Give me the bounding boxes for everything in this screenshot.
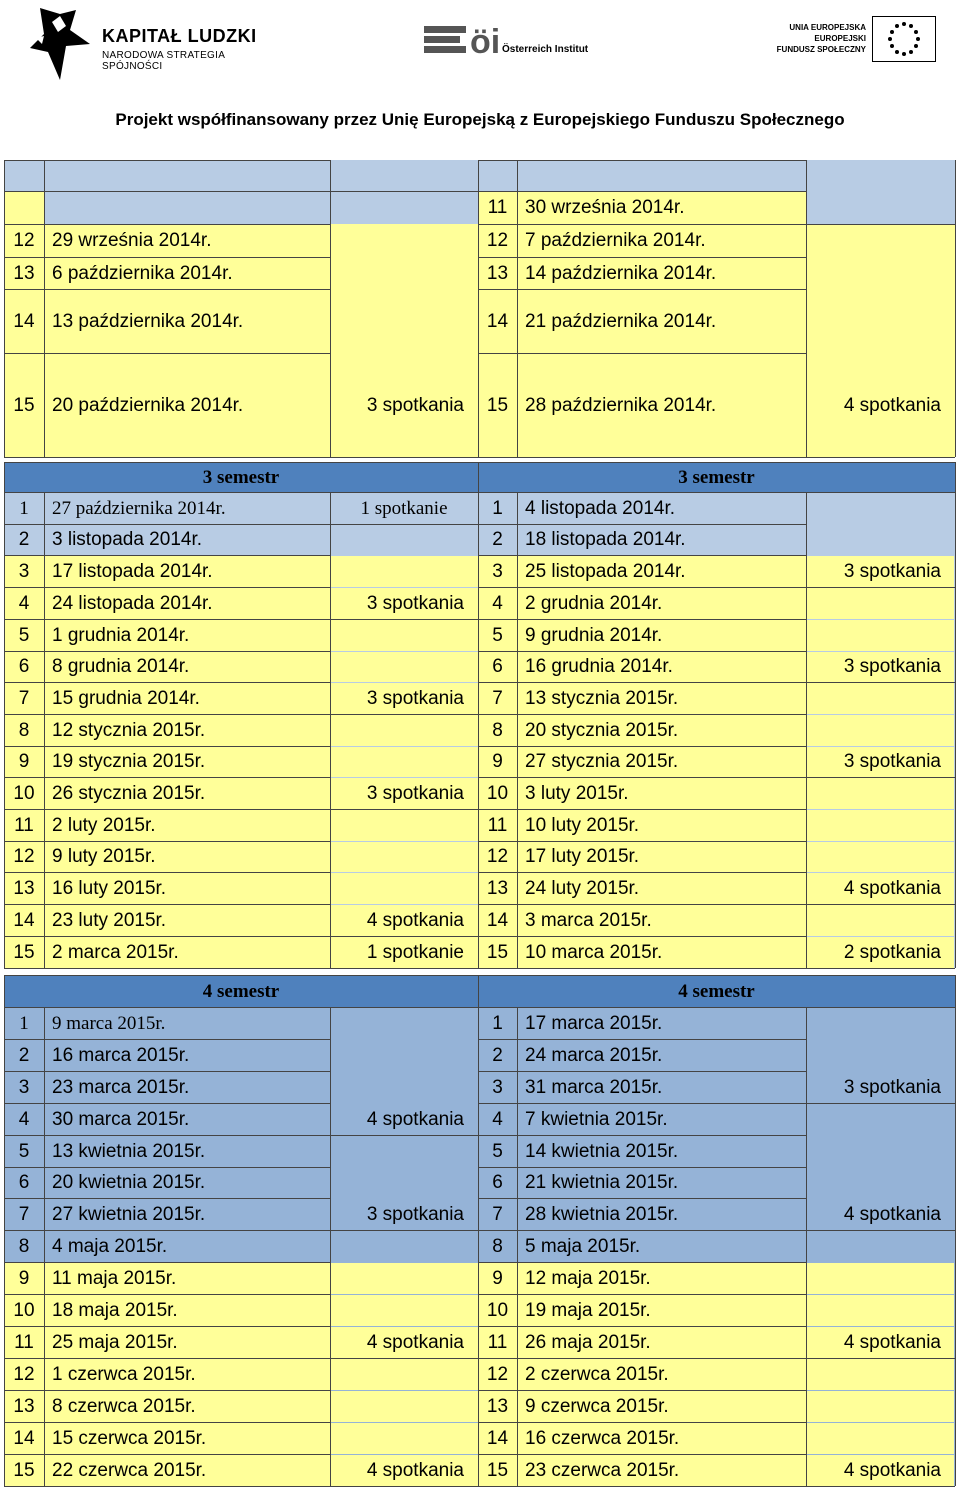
row-number: 14 [486,1427,509,1449]
session-date: 3 listopada 2014r. [52,529,203,550]
meetings-count: 4 spotkania [366,909,464,931]
meetings-count [330,809,478,841]
session-date: 26 maja 2015r. [525,1331,651,1353]
row-number: 7 [18,687,30,709]
row-number: 8 [492,1235,503,1257]
session-date: 21 października 2014r. [525,310,717,332]
meetings-count [330,160,478,191]
session-date: 24 listopada 2014r. [52,592,213,614]
star-figure-icon [30,8,94,82]
meetings-count: 3 spotkania [843,1076,941,1098]
schedule-table [0,160,960,1497]
row-number: 5 [492,624,503,646]
meetings-count [330,651,478,682]
meetings-count: 1 spotkanie [360,497,448,519]
row-border [806,1103,955,1104]
meetings-count [806,160,955,191]
meetings-count [806,257,955,289]
row-number: 4 [492,1108,503,1130]
row-number: 7 [492,687,503,709]
row-number: 7 [492,1203,503,1225]
col-border [955,160,956,457]
session-date: 20 stycznia 2015r. [525,719,679,741]
row-border [806,777,955,778]
eu-logo-text [777,22,866,55]
session-date: 4 maja 2015r. [52,1235,168,1257]
row-number: 14 [13,310,35,332]
row-number: 13 [13,877,35,899]
row-border [806,1486,955,1487]
session-date: 9 grudnia 2014r. [525,624,663,646]
session-date: 17 listopada 2014r. [52,560,213,582]
session-date: 5 maja 2015r. [525,1235,641,1257]
session-date: 31 marca 2015r. [525,1076,663,1098]
meetings-count [806,1294,955,1326]
eu-line-3: FUNDUSZ SPOŁECZNY [776,45,866,54]
session-date: 12 stycznia 2015r. [52,719,206,741]
row-border [806,587,955,588]
meetings-count [806,1230,955,1262]
meetings-count: 3 spotkania [843,751,941,772]
session-date: 30 września 2014r. [525,197,685,218]
row-number: 9 [492,751,503,772]
session-date: 6 października 2014r. [52,262,233,284]
row-number: 8 [492,719,503,741]
meetings-count [806,1007,955,1039]
meetings-count: 4 spotkania [366,1331,464,1353]
row-number: 15 [13,394,35,416]
oi-mark-icon [424,18,500,58]
session-date: 18 listopada 2014r. [525,529,686,550]
row-number [4,191,44,224]
session-date: 13 stycznia 2015r. [525,687,679,709]
meetings-count [330,1039,478,1071]
row-number: 13 [486,262,509,284]
meetings-count [806,1262,955,1294]
row-number: 12 [13,1363,35,1385]
row-number: 5 [18,1140,30,1162]
meetings-count [330,1135,478,1167]
meetings-count [806,191,955,224]
row-number: 5 [18,624,30,646]
row-number: 15 [486,941,509,963]
row-number: 10 [486,782,509,804]
session-date: 28 kwietnia 2015r. [525,1203,679,1225]
meetings-count [806,1103,955,1135]
row-number: 1 [492,497,503,519]
row-number: 8 [18,719,30,741]
row-number: 15 [13,1459,35,1481]
row-number: 13 [486,1395,509,1417]
meetings-count [806,841,955,872]
meetings-count [330,289,478,353]
session-date: 21 kwietnia 2015r. [525,1172,679,1193]
meetings-count: 4 spotkania [843,1203,941,1225]
meetings-count [330,1230,478,1262]
session-date: 25 maja 2015r. [52,1331,178,1353]
session-date: 13 października 2014r. [52,310,244,332]
session-date [44,191,330,224]
meetings-count [806,1422,955,1454]
session-date: 22 czerwca 2015r. [52,1459,207,1481]
meetings-count: 4 spotkania [366,1459,464,1481]
oi-text: Österreich Institut [502,44,589,55]
session-date: 9 luty 2015r. [52,846,156,867]
semester-header-right: 3 semestr [678,466,755,488]
row-number: 12 [486,230,509,251]
row-number [4,160,44,191]
row-number: 8 [18,1235,30,1257]
row-border [4,457,955,458]
row-border [330,1135,478,1136]
meetings-count [806,619,955,651]
meetings-count [806,1135,955,1167]
session-date: 16 marca 2015r. [52,1044,190,1066]
session-date: 26 stycznia 2015r. [52,782,206,804]
row-border [806,968,955,969]
row-number: 14 [13,1427,35,1449]
meetings-count [806,809,955,841]
row-number: 9 [492,1267,503,1289]
meetings-count [330,1262,478,1294]
osterreich-institut-logo [424,18,604,62]
meetings-count [330,224,478,257]
col-border [955,1007,956,1486]
row-number: 13 [13,262,35,284]
meetings-count: 3 spotkania [843,560,941,582]
session-date: 7 kwietnia 2015r. [525,1108,668,1130]
row-number: 3 [18,1076,30,1098]
row-border [330,809,478,810]
meetings-count: 3 spotkania [366,1203,464,1225]
session-date [517,160,806,191]
meetings-count: 4 spotkania [843,877,941,899]
meetings-count [330,746,478,777]
kapital-ludzki-logo [30,8,270,86]
row-number: 6 [18,1172,30,1193]
meetings-count [806,524,955,555]
col-border [955,975,956,1007]
session-date: 28 października 2014r. [525,394,717,416]
row-number: 4 [18,592,30,614]
session-date: 15 czerwca 2015r. [52,1427,207,1449]
row-number: 4 [18,1108,30,1130]
meetings-count [806,1039,955,1071]
meetings-count [330,1390,478,1422]
semester-header-left: 4 semestr [202,980,280,1002]
session-date: 10 marca 2015r. [525,941,663,963]
session-date: 2 luty 2015r. [52,814,156,836]
session-date: 17 luty 2015r. [525,846,640,867]
row-border [806,1358,955,1359]
row-number: 12 [486,1363,509,1385]
row-number: 2 [492,529,503,550]
session-date: 9 czerwca 2015r. [525,1395,669,1417]
row-number: 2 [492,1044,503,1066]
row-number: 11 [487,814,508,836]
meetings-count [330,1358,478,1390]
row-border [330,1486,478,1487]
meetings-count [330,619,478,651]
row-number: 14 [486,909,509,931]
row-number: 1 [19,497,29,519]
row-number: 10 [13,1299,35,1321]
meetings-count [806,289,955,353]
eu-line-2: EUROPEJSKI [814,34,866,43]
meetings-count: 4 spotkania [843,1331,941,1353]
meetings-count [806,492,955,524]
session-date: 13 kwietnia 2015r. [52,1140,206,1162]
meetings-count: 2 spotkania [843,941,941,963]
logo-subtitle: NARODOWA STRATEGIA SPÓJNOŚCI [102,50,225,72]
session-date: 24 marca 2015r. [525,1044,663,1066]
session-date: 4 listopada 2014r. [525,497,676,519]
row-number: 14 [13,909,35,931]
row-number: 13 [486,877,509,899]
row-number: 6 [18,656,30,677]
session-date: 18 maja 2015r. [52,1299,178,1321]
meetings-count [806,904,955,936]
session-date: 20 kwietnia 2015r. [52,1172,206,1193]
oi-mark: öi [470,23,500,58]
row-number: 3 [492,1076,503,1098]
session-date: 1 czerwca 2015r. [52,1363,196,1385]
session-date: 27 kwietnia 2015r. [52,1203,206,1225]
meetings-count: 3 spotkania [366,782,464,804]
meetings-count: 4 spotkania [366,1108,464,1130]
meetings-count [806,682,955,714]
row-number: 15 [486,394,509,416]
session-date [44,160,330,191]
meetings-count [330,555,478,587]
session-date: 2 grudnia 2014r. [525,592,663,614]
row-number: 12 [13,846,35,867]
session-date: 23 luty 2015r. [52,909,167,931]
row-number: 11 [487,197,508,218]
meetings-count [330,257,478,289]
meetings-count [330,714,478,746]
row-border [330,968,478,969]
session-date: 3 luty 2015r. [525,782,629,804]
meetings-count [330,1071,478,1103]
row-number: 13 [13,1395,35,1417]
meetings-count [330,1167,478,1198]
meetings-count [806,1358,955,1390]
logo-title: KAPITAŁ LUDZKI [102,26,257,46]
row-number: 1 [492,1012,503,1034]
row-border [330,936,478,937]
row-number: 9 [18,1267,30,1289]
row-number: 15 [13,941,35,963]
row-number: 1 [19,1012,29,1034]
session-date: 7 października 2014r. [525,230,706,251]
meetings-count [330,841,478,872]
row-number: 6 [492,656,503,677]
session-date: 27 października 2014r. [52,497,226,519]
meetings-count [806,1167,955,1198]
session-date: 16 luty 2015r. [52,877,167,899]
meetings-count: 3 spotkania [843,656,941,677]
eu-flag-icon [872,16,936,62]
meetings-count: 1 spotkanie [366,941,464,963]
session-date: 3 marca 2015r. [525,909,652,931]
meetings-count [330,1294,478,1326]
row-number: 10 [13,782,35,804]
eu-line-1: UNIA EUROPEJSKA [789,23,866,32]
row-number: 14 [486,310,509,332]
meetings-count [330,524,478,555]
session-date: 10 luty 2015r. [525,814,640,836]
session-date: 19 stycznia 2015r. [52,751,206,772]
meetings-count [330,1007,478,1039]
semester-header-right: 4 semestr [678,980,755,1002]
session-date: 16 czerwca 2015r. [525,1427,680,1449]
meetings-count: 4 spotkania [843,394,941,416]
row-number: 2 [18,529,30,550]
row-number: 15 [486,1459,509,1481]
session-date: 15 grudnia 2014r. [52,687,200,709]
meetings-count: 4 spotkania [843,1459,941,1481]
row-number: 4 [492,592,503,614]
row-number: 11 [14,1331,34,1353]
row-number: 6 [492,1172,503,1193]
row-border [806,1230,955,1231]
session-date: 29 września 2014r. [52,230,212,251]
col-border [955,462,956,492]
row-number: 12 [486,846,509,867]
row-border [330,1230,478,1231]
row-border [806,904,955,905]
meetings-count [806,1390,955,1422]
row-number: 2 [18,1044,30,1066]
session-date: 8 czerwca 2015r. [52,1395,196,1417]
row-number [478,160,517,191]
row-number: 12 [13,230,35,251]
session-date: 24 luty 2015r. [525,877,640,899]
row-number: 9 [18,751,30,772]
row-number: 3 [18,560,30,582]
meetings-count: 3 spotkania [366,592,464,614]
row-border [330,619,478,620]
session-date: 25 listopada 2014r. [525,560,686,582]
meetings-count: 3 spotkania [366,687,464,709]
meetings-count [330,872,478,904]
row-number: 10 [486,1299,509,1321]
meetings-count [806,587,955,619]
session-date: 19 maja 2015r. [525,1299,651,1321]
row-number: 11 [487,1331,508,1353]
meetings-count: 3 spotkania [366,394,464,416]
project-title: Projekt współfinansowany przez Unię Europejską z Europejskiego Funduszu Społecznego [115,110,845,129]
col-border [955,492,956,968]
row-border [330,714,478,715]
meetings-count [806,714,955,746]
meetings-count [806,224,955,257]
session-date: 2 marca 2015r. [52,941,179,963]
session-date: 16 grudnia 2014r. [525,656,673,677]
session-date: 20 października 2014r. [52,394,244,416]
session-date: 23 czerwca 2015r. [525,1459,680,1481]
session-date: 14 października 2014r. [525,262,717,284]
semester-header-left: 3 semestr [202,466,280,488]
row-border [330,524,478,525]
session-date: 17 marca 2015r. [525,1012,663,1034]
session-date: 23 marca 2015r. [52,1076,190,1098]
session-date: 30 marca 2015r. [52,1108,190,1130]
session-date: 2 czerwca 2015r. [525,1363,669,1385]
session-date: 11 maja 2015r. [52,1267,177,1289]
meetings-count [330,1422,478,1454]
row-number: 3 [492,560,503,582]
session-date: 1 grudnia 2014r. [52,624,190,646]
row-number: 7 [18,1203,30,1225]
row-border [806,682,955,683]
eu-logo [776,16,936,64]
row-number: 5 [492,1140,503,1162]
session-date: 9 marca 2015r. [52,1012,166,1034]
row-number: 11 [14,814,34,836]
session-date: 12 maja 2015r. [525,1267,651,1289]
meetings-count [806,777,955,809]
document-header [0,0,960,160]
row-border [330,1358,478,1359]
session-date: 8 grudnia 2014r. [52,656,190,677]
session-date: 14 kwietnia 2015r. [525,1140,679,1162]
session-date: 27 stycznia 2015r. [525,751,679,772]
meetings-count [330,191,478,224]
